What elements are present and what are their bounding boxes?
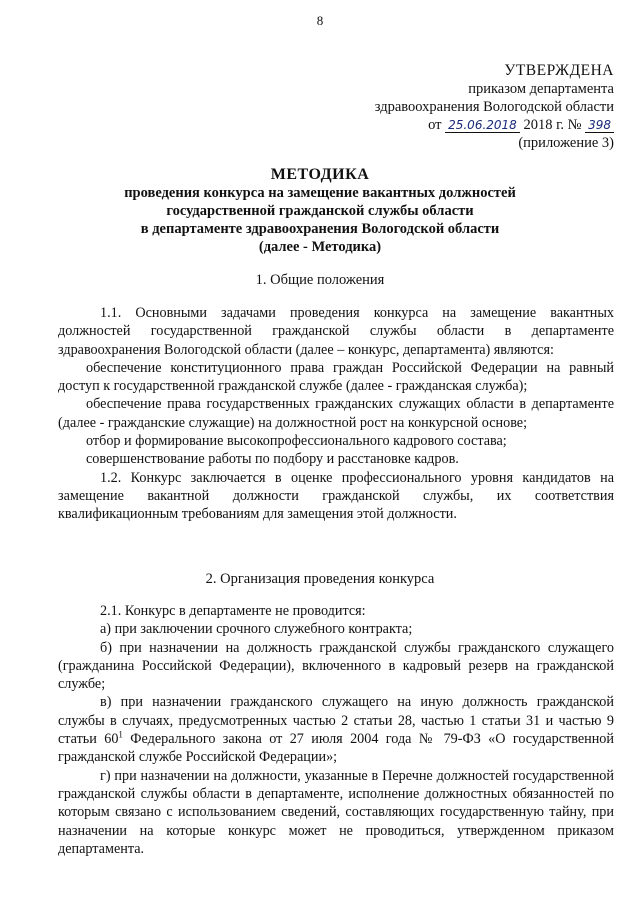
- approval-heading: УТВЕРЖДЕНА: [504, 62, 614, 79]
- paragraph-1-1-item-1: обеспечение конституционного права граждан Российской Федерации на равный доступ к государственной гражданской службе (далее - гражданская служба);: [58, 359, 614, 395]
- title-line-4: (далее - Методика): [258, 239, 382, 255]
- document-title: [0, 166, 640, 256]
- title-line-1: проведения конкурса на замещение вакантных должностей: [124, 185, 516, 201]
- paragraph-2-1-v-text: в) при назначении гражданского служащего на иную должность гражданской службы в случаях, предусмотренных частью 2 статьи 28, частью 1 статьи 31 и частью 9 статьи 60: [58, 694, 614, 748]
- approval-date-line: [375, 116, 614, 134]
- section-2-body: [58, 602, 614, 858]
- section-2-heading: 2. Организация проведения конкурса: [205, 571, 435, 587]
- paragraph-1-2: 1.2. Конкурс заключается в оценке профессионального уровня кандидатов на замещение вакантной должности гражданской службы, их соответствия квалификационным требованиям для замещения этой должности.: [58, 469, 614, 523]
- article-superscript: 1: [118, 729, 123, 740]
- paragraph-1-1: 1.1. Основными задачами проведения конкурса на замещение вакантных должностей государственной гражданской службы области в департаменте здравоохранения Вологодской области (далее – конкурс, департамента) являются:: [58, 305, 614, 358]
- approval-year: 2018 г. №: [523, 117, 582, 133]
- handwritten-number: 398: [585, 118, 614, 133]
- paragraph-2-1-v: [58, 693, 614, 766]
- title-line-3: в департаменте здравоохранения Вологодской области: [140, 221, 500, 237]
- handwritten-date: 25.06.2018: [445, 118, 520, 133]
- approval-department-line: здравоохранения Вологодской области: [374, 99, 614, 115]
- paragraph-1-1-item-2: обеспечение права государственных гражданских служащих области в департаменте (далее - гражданские служащие) на должностной рост на конкурсной основе;: [58, 396, 614, 431]
- title-line-2: государственной гражданской службы области: [166, 203, 474, 219]
- approval-from: от: [428, 117, 442, 133]
- title-main: МЕТОДИКА: [270, 166, 370, 183]
- approval-attachment: (приложение 3): [518, 135, 614, 151]
- approval-block: [375, 62, 614, 152]
- paragraph-2-1: 2.1. Конкурс в департаменте не проводится:: [100, 603, 366, 619]
- section-1-heading: 1. Общие положения: [255, 272, 385, 288]
- paragraph-2-1-b: б) при назначении на должность гражданской службы гражданского служащего (гражданина Российской Федерации), включенного в кадровый резерв на гражданской службе;: [58, 639, 614, 693]
- section-1-body: [58, 304, 614, 524]
- paragraph-2-1-v-text-end: Федерального закона от 27 июля 2004 года № 79-ФЗ «О государственной гражданской службе Российской Федерации»;: [58, 731, 614, 766]
- paragraph-2-1-g: г) при назначении на должности, указанные в Перечне должностей государственной гражданской службы области в департаменте, исполнение должностных обязанностей по которым связано с использованием сведений, составляющих государственную тайну, при назначении на которые конкурс может не проводиться, утвержденном приказом департамента.: [58, 767, 614, 857]
- approval-order-line: приказом департамента: [468, 81, 614, 97]
- paragraph-1-1-item-3: отбор и формирование высокопрофессионального кадрового состава;: [86, 433, 507, 450]
- paragraph-2-1-a: а) при заключении срочного служебного контракта;: [100, 621, 413, 638]
- paragraph-1-1-item-4: совершенствование работы по подбору и расстановке кадров.: [86, 451, 459, 468]
- page-number: 8: [316, 13, 324, 28]
